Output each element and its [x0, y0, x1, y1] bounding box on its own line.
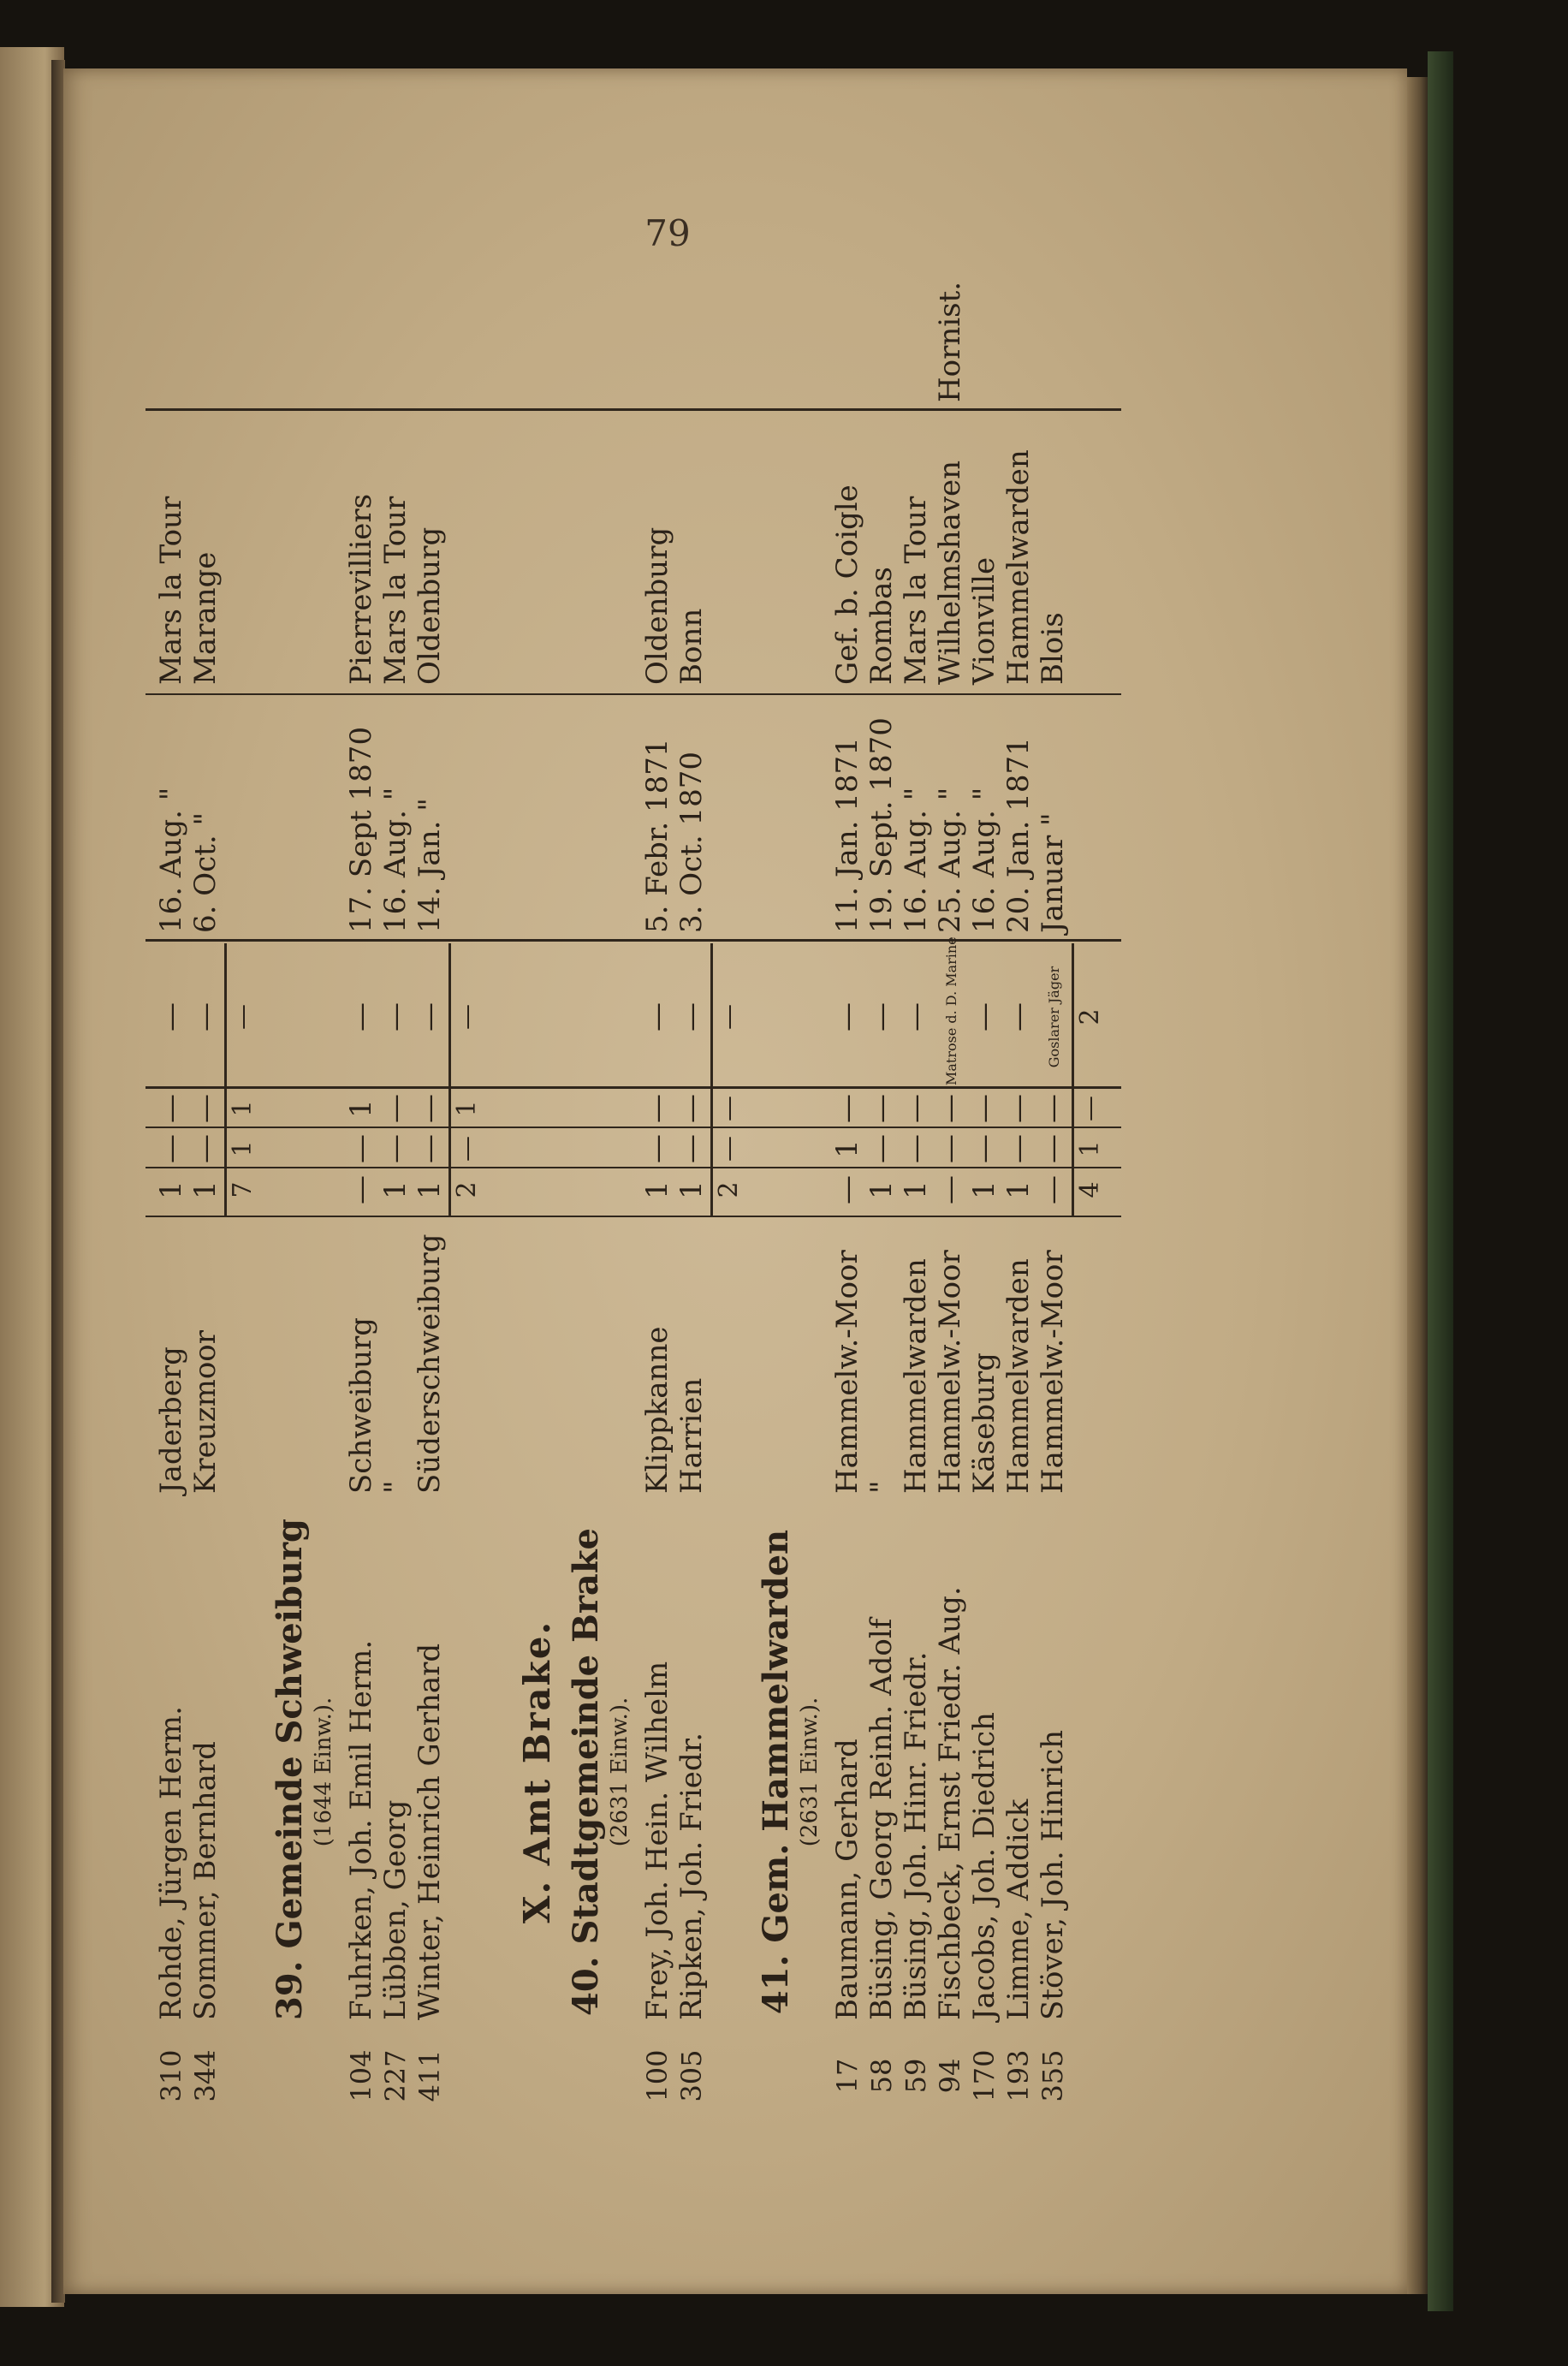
table-row: [967, 171, 1001, 2123]
date-day-month: Januar: [1036, 835, 1070, 933]
home-place: Hammelwarden: [1001, 1258, 1036, 1494]
row-number: 411: [413, 2049, 446, 2102]
home-place: Kreuzmoor: [188, 1329, 223, 1494]
count-wounded: —: [344, 1134, 378, 1163]
date-day-month: 20. Jan.: [1001, 820, 1036, 933]
totals-row: [1073, 171, 1108, 2123]
person-name: Sommer, Bernhard: [188, 1741, 223, 2020]
note-text: —: [378, 1002, 413, 1031]
count-killed: 1: [154, 1180, 188, 1199]
count-killed: 1: [378, 1180, 413, 1199]
person-name: Baumann, Gerhard: [830, 1739, 864, 2020]
battle-place: Wilhelmshaven: [933, 460, 967, 685]
home-place: Hammelwarden: [899, 1258, 933, 1494]
other-note: [344, 948, 378, 1085]
total-wounded: 1: [228, 1140, 258, 1157]
other-note: [967, 948, 1001, 1085]
date-year: ": [378, 787, 413, 801]
other-note: [413, 948, 447, 1085]
person-name: Stöver, Joh. Hinrich: [1036, 1730, 1070, 2020]
note-text: Goslarer Jäger: [1046, 966, 1062, 1068]
home-place: Hammelw.-Moor: [830, 1250, 864, 1494]
date-year: 1871: [640, 738, 674, 812]
death-date: [674, 702, 709, 933]
table-row: [933, 171, 967, 2123]
total-other: 2: [1075, 1008, 1105, 1025]
date-day-month: 16. Aug.: [378, 810, 413, 933]
home-place: ": [864, 1480, 899, 1494]
page-number: 79: [644, 212, 691, 254]
table-row: [1036, 171, 1070, 2123]
totals-row: [712, 171, 746, 2123]
date-day-month: 14. Jan.: [413, 820, 447, 933]
person-name: Fischbeck, Ernst Friedr. Aug.: [933, 1586, 967, 2020]
other-note: [378, 948, 413, 1085]
death-date: [1001, 702, 1036, 933]
other-note: [154, 948, 188, 1085]
battle-place: Oldenburg: [640, 526, 674, 685]
table-row: [188, 171, 223, 2123]
person-name: Lübben, Georg: [378, 1799, 413, 2020]
other-note: [1001, 948, 1036, 1085]
death-date: [413, 702, 447, 933]
table-row: [830, 171, 864, 2123]
row-number: 58: [865, 2058, 898, 2094]
count-missing: —: [1036, 1094, 1070, 1123]
row-number: 100: [641, 2049, 674, 2102]
date-day-month: 25. Aug.: [933, 810, 967, 933]
date-day-month: 5. Febr.: [640, 821, 674, 933]
count-wounded: —: [899, 1134, 933, 1163]
note-text: —: [674, 1002, 709, 1031]
totals-row: [226, 171, 260, 2123]
total-killed: 2: [452, 1181, 482, 1198]
note-text: —: [830, 1002, 864, 1031]
date-day-month: 16. Aug.: [967, 810, 1001, 933]
date-year: ": [967, 787, 1001, 801]
population-note: (1644 Einw.).: [311, 1697, 336, 1847]
total-other: —: [228, 1004, 258, 1030]
count-killed: —: [1036, 1175, 1070, 1204]
total-missing: —: [1075, 1096, 1105, 1121]
count-missing: —: [378, 1094, 413, 1123]
totals-row: [450, 171, 484, 2123]
population-note: (2631 Einw.).: [607, 1697, 633, 1847]
battle-place: Blois: [1036, 612, 1070, 685]
other-note: [864, 948, 899, 1085]
battle-place: Pierrevilliers: [344, 493, 378, 685]
remark: Hornist.: [933, 281, 967, 402]
date-day-month: 19. Sept.: [864, 800, 899, 933]
count-wounded: —: [378, 1134, 413, 1163]
date-day-month: 3. Oct.: [674, 835, 709, 933]
casualty-table: [120, 171, 1130, 2123]
count-killed: 1: [640, 1180, 674, 1199]
death-date: [967, 702, 1001, 933]
home-place: Harrien: [674, 1377, 709, 1494]
date-day-month: 17. Sept: [344, 810, 378, 933]
battle-place: Mars la Tour: [899, 496, 933, 685]
death-date: [378, 702, 413, 933]
count-missing: —: [864, 1094, 899, 1123]
table-row: [344, 171, 378, 2123]
date-year: ": [1036, 812, 1070, 826]
row-number: 104: [345, 2049, 377, 2102]
death-date: [899, 702, 933, 933]
total-wounded: —: [714, 1136, 744, 1162]
count-wounded: —: [1001, 1134, 1036, 1163]
death-date: [188, 702, 223, 933]
date-day-month: 6. Oct.: [188, 835, 223, 933]
death-date: [640, 702, 674, 933]
count-killed: —: [344, 1175, 378, 1204]
home-place: Klippkanne: [640, 1326, 674, 1494]
count-killed: 1: [967, 1180, 1001, 1199]
other-note: [640, 948, 674, 1085]
count-missing: —: [413, 1094, 447, 1123]
row-number: 17: [831, 2058, 864, 2094]
battle-place: Bonn: [674, 608, 709, 685]
row-number: 227: [379, 2049, 412, 2102]
note-text: —: [154, 1002, 188, 1031]
person-name: Fuhrken, Joh. Emil Herm.: [344, 1639, 378, 2020]
count-wounded: —: [188, 1134, 223, 1163]
count-wounded: —: [154, 1134, 188, 1163]
count-killed: —: [933, 1175, 967, 1204]
count-wounded: —: [413, 1134, 447, 1163]
row-number: 305: [675, 2049, 708, 2102]
person-name: Büsing, Joh. Hinr. Friedr.: [899, 1651, 933, 2020]
note-text: Matrose d. D. Marine: [943, 936, 959, 1085]
count-wounded: —: [864, 1134, 899, 1163]
battle-place: Rombas: [864, 567, 899, 685]
table-row: [674, 171, 709, 2123]
date-year: 1870: [674, 752, 709, 826]
row-number: 94: [934, 2058, 966, 2094]
death-date: [1036, 702, 1070, 933]
other-note: [899, 948, 933, 1085]
person-name: Jacobs, Joh. Diedrich: [967, 1712, 1001, 2020]
municipality-heading: 39. Gemeinde Schweiburg: [270, 1518, 310, 2020]
battle-place: Vionville: [967, 556, 1001, 685]
count-missing: —: [640, 1094, 674, 1123]
home-place: Käseburg: [967, 1352, 1001, 1494]
date-year: ": [899, 787, 933, 801]
row-number: 310: [155, 2049, 187, 2102]
death-date: [344, 702, 378, 933]
home-place: Süderschweiburg: [413, 1234, 447, 1494]
person-name: Rohde, Jürgen Herm.: [154, 1706, 188, 2020]
count-killed: —: [830, 1175, 864, 1204]
person-name: Büsing, Georg Reinh. Adolf: [864, 1618, 899, 2020]
total-killed: 2: [714, 1181, 744, 1198]
note-text: —: [640, 1002, 674, 1031]
count-killed: 1: [864, 1180, 899, 1199]
battle-place: Oldenburg: [413, 526, 447, 685]
total-missing: 1: [228, 1100, 258, 1117]
table-row: [413, 171, 447, 2123]
book-cover: [1428, 51, 1453, 2311]
row-number: 193: [1002, 2049, 1035, 2102]
count-missing: 1: [344, 1099, 378, 1118]
total-killed: 4: [1075, 1181, 1105, 1198]
other-note: [674, 948, 709, 1085]
total-killed: 7: [228, 1181, 258, 1198]
battle-place: Mars la Tour: [154, 496, 188, 685]
other-note: [933, 936, 967, 1085]
date-day-month: 11. Jan.: [830, 820, 864, 933]
note-text: —: [1001, 1002, 1036, 1031]
count-wounded: —: [967, 1134, 1001, 1163]
row-number: 355: [1036, 2049, 1069, 2102]
count-missing: —: [967, 1094, 1001, 1123]
count-missing: —: [1001, 1094, 1036, 1123]
table-row: [899, 171, 933, 2123]
count-killed: 1: [674, 1180, 709, 1199]
other-note: [830, 948, 864, 1085]
person-name: Winter, Heinrich Gerhard: [413, 1643, 447, 2020]
home-place: Hammelw.-Moor: [1036, 1250, 1070, 1494]
battle-place: Hammelwarden: [1001, 449, 1036, 685]
count-missing: —: [674, 1094, 709, 1123]
count-missing: —: [154, 1094, 188, 1123]
table-row: [640, 171, 674, 2123]
home-place: ": [378, 1480, 413, 1494]
note-text: —: [413, 1002, 447, 1031]
death-date: [154, 702, 188, 933]
count-killed: 1: [188, 1180, 223, 1199]
municipality-heading: 41. Gem. Hammelwarden: [756, 1529, 796, 2015]
date-day-month: 16. Aug.: [899, 810, 933, 933]
count-wounded: —: [933, 1134, 967, 1163]
district-heading: X. Amt Brake.: [516, 1620, 558, 1924]
note-text: —: [899, 1002, 933, 1031]
count-wounded: —: [674, 1134, 709, 1163]
date-year: ": [154, 787, 188, 801]
table-row: [1001, 171, 1036, 2123]
note-text: —: [344, 1002, 378, 1031]
other-note: [1036, 948, 1070, 1085]
population-note: (2631 Einw.).: [797, 1697, 823, 1847]
total-wounded: —: [452, 1136, 482, 1162]
row-number: 344: [189, 2049, 222, 2102]
total-missing: 1: [452, 1100, 482, 1117]
other-note: [188, 948, 223, 1085]
date-year: 1871: [830, 737, 864, 811]
person-name: Limme, Addick: [1001, 1798, 1036, 2020]
page-stack-edge: [1407, 77, 1429, 2294]
row-number: 170: [968, 2049, 1001, 2102]
date-day-month: 16. Aug.: [154, 810, 188, 933]
count-killed: 1: [899, 1180, 933, 1199]
date-year: ": [413, 798, 447, 811]
date-year: 1870: [344, 726, 378, 801]
table-row: [864, 171, 899, 2123]
person-name: Frey, Joh. Hein. Wilhelm: [640, 1661, 674, 2020]
battle-place: Gef. b. Coigle: [830, 484, 864, 685]
count-missing: —: [933, 1094, 967, 1123]
death-date: [864, 702, 899, 933]
count-wounded: —: [640, 1134, 674, 1163]
note-text: —: [967, 1002, 1001, 1031]
battle-place: Marange: [188, 551, 223, 685]
table-row: [154, 171, 188, 2123]
count-missing: —: [830, 1094, 864, 1123]
home-place: Jaderberg: [154, 1346, 188, 1494]
total-other: —: [452, 1004, 482, 1030]
count-killed: 1: [1001, 1180, 1036, 1199]
count-killed: 1: [413, 1180, 447, 1199]
count-wounded: 1: [830, 1139, 864, 1158]
count-missing: —: [188, 1094, 223, 1123]
date-year: ": [188, 811, 223, 826]
note-text: —: [864, 1002, 899, 1031]
table-row: [378, 171, 413, 2123]
date-year: 1870: [864, 717, 899, 792]
date-year: 1871: [1001, 737, 1036, 811]
person-name: Ripken, Joh. Friedr.: [674, 1732, 709, 2020]
note-text: —: [188, 1002, 223, 1031]
date-year: ": [933, 787, 967, 801]
municipality-heading: 40. Stadtgemeinde Brake: [566, 1527, 606, 2017]
count-missing: —: [899, 1094, 933, 1123]
total-missing: —: [714, 1096, 744, 1121]
death-date: [830, 702, 864, 933]
home-place: Hammelw.-Moor: [933, 1250, 967, 1494]
battle-place: Mars la Tour: [378, 496, 413, 685]
row-number: 59: [900, 2058, 932, 2094]
home-place: Schweiburg: [344, 1317, 378, 1494]
count-wounded: —: [1036, 1134, 1070, 1163]
total-wounded: 1: [1075, 1140, 1105, 1157]
death-date: [933, 702, 967, 933]
total-other: —: [714, 1004, 744, 1030]
